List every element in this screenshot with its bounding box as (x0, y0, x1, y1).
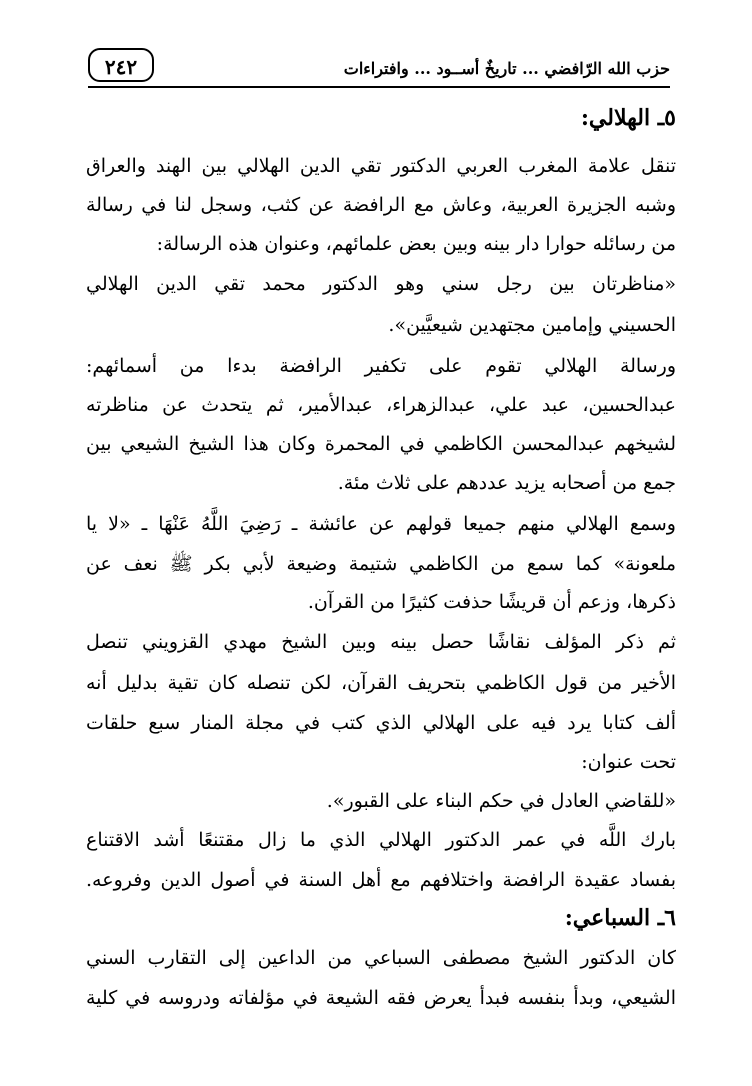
text-line: الشيعي، وبدأ بنفسه فبدأ يعرض فقه الشيعة في مؤلفاته ودروسه في كلية (86, 987, 676, 1009)
running-title: حزب الله الرّافضي ... تاريخٌ أســود ... وافتراءات (343, 59, 670, 78)
text-line: وسمع الهلالي منهم جميعا قولهم عن عائشة ـ رَضِيَ اللَّهُ عَنْهَا ـ «لا يا (86, 513, 676, 535)
text-line: وشبه الجزيرة العربية، وعاش مع الرافضة عن كثب، وسجل لنا في رسالة (86, 194, 676, 216)
text-line: عبدالحسين، عبد علي، عبدالزهراء، عبدالأمير، ثم يتحدث عن مناظرته (86, 394, 676, 416)
text-line: ملعونة» كما سمع من الكاظمي شتيمة وضيعة لأبي بكر ﷺ نعف عن (86, 553, 676, 575)
text-line: تحت عنوان: (581, 751, 676, 773)
page-header (88, 44, 670, 86)
text-line: جمع من أصحابه يزيد عددهم على ثلاث مئة. (337, 472, 676, 494)
text-line: ذكرها، وزعم أن قريشًا حذفت كثيرًا من القرآن. (307, 591, 676, 613)
text-line: «للقاضي العادل في حكم البناء على القبور». (326, 790, 676, 812)
text-line: من رسائله حوارا دار بينه وبين بعض علمائهم، وعنوان هذه الرسالة: (156, 233, 676, 255)
text-line: الحسيني وإمامين مجتهدين شيعيَّين». (388, 314, 676, 336)
text-line: «مناظرتان بين رجل سني وهو الدكتور محمد تقي الدين الهلالي (86, 273, 676, 295)
text-line: تنقل علامة المغرب العربي الدكتور تقي الدين الهلالي بين الهند والعراق (86, 155, 676, 177)
text-line: لشيخهم عبدالمحسن الكاظمي في المحمرة وكان هذا الشيخ الشيعي بين (86, 433, 676, 455)
text-line: الأخير من قول الكاظمي بتحريف القرآن، لكن تنصله كان تقية بدليل أنه (86, 672, 676, 694)
text-line: بارك اللَّه في عمر الدكتور الهلالي الذي ما زال مقتنعًا أشد الاقتناع (86, 829, 676, 851)
text-line: ألف كتابا يرد فيه على الهلالي الذي كتب في مجلة المنار سبع حلقات (86, 712, 676, 734)
header-rule (88, 86, 670, 88)
section-heading-sibai: ٦ـ السباعي: (564, 905, 676, 931)
text-line: كان الدكتور الشيخ مصطفى السباعي من الداعين إلى التقارب السني (86, 947, 676, 969)
text-line: ثم ذكر المؤلف نقاشًا حصل بينه وبين الشيخ مهدي القزويني تنصل (86, 631, 676, 653)
page-number: ٢٤٢ (88, 48, 154, 82)
text-line: بفساد عقيدة الرافضة واختلافهم مع أهل السنة في أصول الدين وفروعه. (86, 869, 676, 891)
section-heading-hilali: ٥ـ الهلالي: (580, 105, 676, 131)
text-line: ورسالة الهلالي تقوم على تكفير الرافضة بدءا من أسمائهم: (86, 355, 676, 377)
